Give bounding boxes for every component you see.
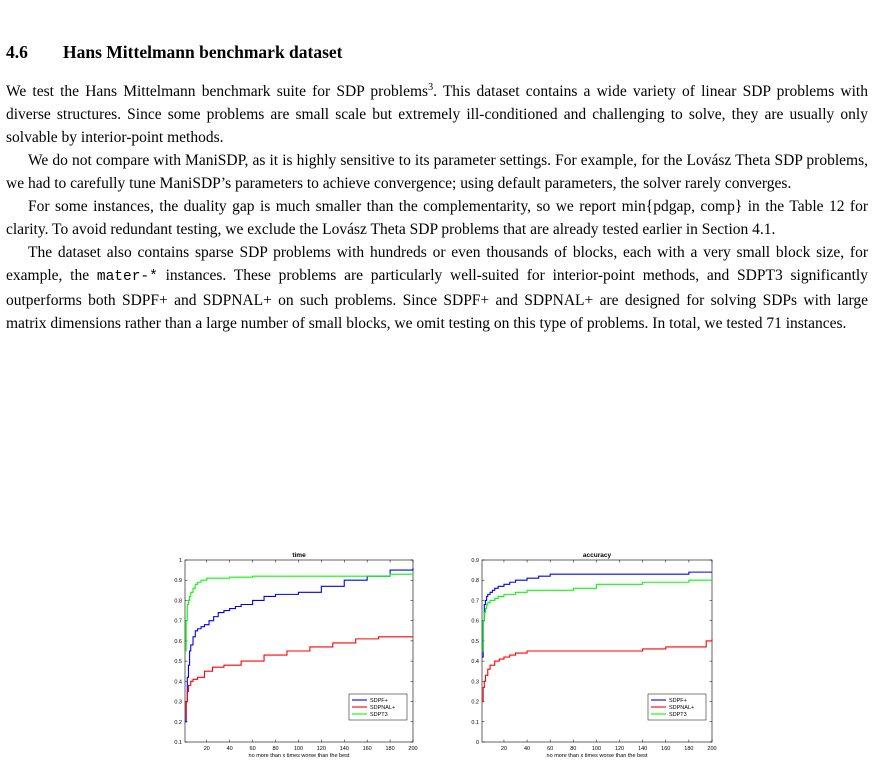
section-title: Hans Mittelmann benchmark dataset: [63, 42, 343, 62]
section-heading: [6, 42, 343, 63]
series-line-sdpf: [482, 572, 712, 657]
paragraph-4-text-a: The dataset also contains sparse SDP problems with hundreds or even thousands of blocks, each with a very small block size, for example, the: [6, 244, 868, 284]
chart-title: time: [292, 552, 306, 559]
x-tick-label: 140: [339, 746, 349, 752]
y-tick-label: 0.4: [174, 679, 182, 686]
y-tick-label: 0.5: [471, 638, 479, 645]
y-tick-label: 0.1: [174, 740, 182, 746]
chart-title: accuracy: [582, 552, 612, 559]
time-chart-container: [163, 548, 425, 769]
x-tick-label: 40: [226, 746, 233, 752]
body-text: [6, 80, 868, 335]
x-tick-label: 200: [408, 746, 418, 752]
accuracy-chart-container: [452, 548, 722, 769]
y-tick-label: 0.5: [174, 659, 182, 666]
x-tick-label: 120: [614, 746, 625, 752]
legend: [349, 694, 407, 720]
x-tick-label: 60: [249, 746, 256, 752]
y-tick-label: 0.4: [471, 659, 479, 666]
paragraph-4: [6, 241, 868, 335]
x-tick-label: 60: [547, 746, 554, 752]
y-tick-label: 0.2: [471, 699, 479, 706]
y-tick-label: 0.2: [174, 719, 182, 726]
paragraph-1-text-b: . This dataset contains a wide variety of linear SDP problems with diverse structures. Since some problems are small scale but extremely ill-conditioned and challenging to solve, they are usually only solvable by interior-point methods.: [6, 83, 868, 146]
x-tick-label: 160: [362, 746, 372, 752]
y-tick-label: 0.6: [471, 618, 479, 625]
inline-code: mater-*: [96, 269, 158, 285]
x-tick-label: 200: [707, 746, 717, 752]
y-tick-label: 1: [178, 558, 182, 564]
y-tick-label: 0.9: [471, 558, 479, 564]
y-tick-label: 0.8: [174, 598, 182, 605]
y-tick-label: 0.7: [471, 598, 479, 605]
x-tick-label: 80: [570, 746, 577, 752]
x-tick-label: 20: [203, 746, 210, 752]
legend-label-sdpt3: SDPT3: [370, 712, 388, 718]
x-tick-label: 160: [661, 746, 671, 752]
x-tick-label: 80: [272, 746, 279, 752]
y-tick-label: 0.3: [471, 679, 479, 686]
y-tick-label: 0.7: [174, 618, 182, 625]
legend-label-sdpnal: SDPNAL+: [669, 705, 695, 711]
y-tick-label: 0.3: [174, 699, 182, 706]
series-line-sdpt3: [482, 580, 712, 651]
legend-label-sdpt3: SDPT3: [669, 712, 687, 718]
x-tick-label: 180: [684, 746, 694, 752]
time-performance-profile-chart: [163, 548, 425, 764]
y-tick-label: 0.1: [471, 719, 479, 726]
x-tick-label: 100: [293, 746, 304, 752]
x-tick-label: 120: [316, 746, 326, 752]
x-tick-label: 140: [638, 746, 648, 752]
y-tick-label: 0: [475, 740, 479, 746]
section-number: 4.6: [6, 42, 28, 62]
paragraph-2: We do not compare with ManiSDP, as it is highly sensitive to its parameter settings. For example, for the Lovász Theta SDP problems, we had to carefully tune ManiSDP’s parameters to achieve convergence; using default parameters, the solver rarely converges.: [6, 152, 868, 192]
legend-label-sdpf: SDPF+: [669, 698, 687, 704]
x-tick-label: 20: [500, 746, 508, 752]
paragraph-1-text-a: We test the Hans Mittelmann benchmark suite for SDP problems: [6, 83, 429, 100]
paragraph-3: For some instances, the duality gap is much smaller than the complementarity, so we report min{pdgap, comp} in the Table 12 for clarity. To avoid redundant testing, we exclude the Lovász Theta SDP problems that are already tested earlier in Section 4.1.: [6, 198, 868, 238]
legend: [648, 694, 706, 720]
legend-label-sdpnal: SDPNAL+: [370, 705, 396, 711]
y-tick-label: 0.9: [174, 578, 182, 585]
paragraph-4-text-b: instances. These problems are particularly well-suited for interior-point methods, and SDPT3 significantly outperforms both SDPF+ and SDPNAL+ on such problems. Since SDPF+ and SDPNAL+ are designed for solving SDPs with large matrix dimensions rather than a large number of small blocks, we omit testing on this type of problems. In total, we tested 71 instances.: [6, 267, 868, 332]
x-axis-label: no more than x times worse than the best: [248, 753, 350, 759]
y-tick-label: 0.8: [471, 578, 479, 585]
x-axis-label: no more than x times worse than the best: [546, 753, 648, 759]
x-tick-label: 100: [591, 746, 602, 752]
y-tick-label: 0.6: [174, 638, 182, 645]
x-tick-label: 180: [385, 746, 395, 752]
series-line-sdpnal: [482, 639, 712, 702]
legend-label-sdpf: SDPF+: [370, 698, 388, 704]
paragraph-1: [6, 80, 868, 149]
x-tick-label: 40: [524, 746, 531, 752]
accuracy-performance-profile-chart: [452, 548, 722, 764]
footnote-marker[interactable]: 3: [428, 81, 434, 93]
